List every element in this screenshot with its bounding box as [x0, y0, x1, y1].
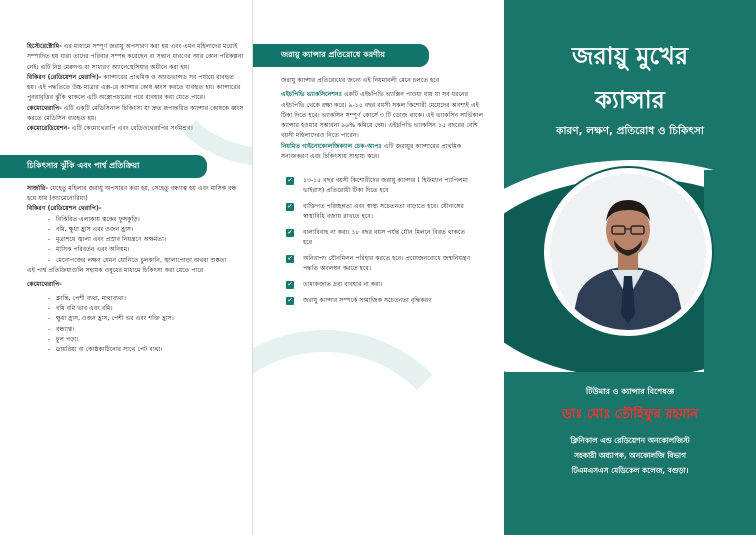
- hysterectomy-text: এর মাধ্যমে সম্পূর্ণ জরায়ু অপসারণ করা হয় এবং এমন মহিলাদের মধ্যেই সম্পাদিত হয় যারা তাদের পরিবার সম্পন্ন করেছেন বা সন্তান ধারণের আর কোন পরিকল্পনা নেই। এটি নিম্ন মেরুদণ্ড বা সাধারণ অ্যানেস্থেসিয়ার অধীনে করা হয়।: [27, 43, 244, 71]
- prevention-heading: জরায়ু ক্যান্সার প্রতিরোধে করণীয়: [253, 44, 429, 67]
- checklist-text: জরায়ু ক্যান্সার সম্পর্কে সামাজিক সচেতনতা বৃদ্ধিকরণ: [303, 297, 432, 305]
- list-item: - মাসিক পরিবর্তন এবং অনিয়ম।: [56, 245, 242, 255]
- surgery-text: যেহেতু মহিলার জরায়ু অপসারণ করা হয়, সেহেতু বন্ধ্যাত্ব হয় এবং মাসিক বন্ধ হয়ে যায় (অ্যামেনোরিয়া): [27, 184, 237, 202]
- checklist-text: ১৩-১৫ বছর বয়সী কিশোরীদের জরায়ু ক্যান্সার ( হিউম্যান প্যাপিলমা ভাইরাস) প্রতিরোধী টিকা দিতে হবে: [303, 177, 468, 195]
- doctor-name: ডাঃ মোঃ তৌহিফুর রহমান: [562, 407, 698, 422]
- hpv-text: একটি এইচপিভি ভ্যাক্সিন পাওয়া যায় যা সব ধরনের এইচপিভি থেকে রক্ষা করে। ৯-১৫ বছর বয়সী সকল কিশোরী মেয়েদের অবশ্যই এই টিকা দিতে হবে। ভ্যাকসিন সম্পূর্ণ কোর্সে ৩ টি ডোজ থাকে। এই ভ্যাকসিন সার্ভিকাল ক্যান্সার হওয়ার সম্ভাবনা ৯৬% কমিয়ে দেয়। এইচপিভি ভ্যাকসিন ১৫ বছরের বেশি বয়সী মহিলাদেরও নিতে পারেন।: [281, 91, 484, 140]
- risk-heading: চিকিৎসার ঝুঁকি এবং পার্শ্ব প্রতিক্রিয়া: [0, 155, 207, 178]
- checklist-item: [287, 176, 474, 196]
- checkup-text: এটি জরায়ুর ক্যান্সারের প্রাথমিক সনাক্তকরণ এবং চিকিৎসায় সাহায্য করে।: [281, 142, 462, 161]
- list-item: - ক্লান্তি, পেশী ব্যথা, মাথাব্যথা।: [56, 294, 244, 304]
- doctor-role: টিউমার ও ক্যান্সার বিশেষজ্ঞ: [585, 387, 675, 396]
- checklist-item: [287, 202, 474, 222]
- hpv-para: [281, 90, 490, 141]
- side-effect-note: এই পার্শ্ব প্রতিক্রিয়াগুলি সহায়ক ওষুধের মাধ্যমে চিকিৎসা করা যেতে পারে: [27, 267, 204, 275]
- cover-title-line1: জরায়ু মুখের: [571, 42, 689, 70]
- chemoradiation-para: [27, 124, 244, 134]
- check-icon: ✔: [287, 297, 293, 305]
- list-item: - ক্ষুধা হ্রাস, ওজন হ্রাস, পেশী ভর এবং শক্তি হ্রাস।: [56, 314, 244, 324]
- list-item: - মেনোপজের লক্ষণ যেমন যোনিতে চুলকানি, জ্বালাপোড়া অথবা শুষ্কতা: [56, 256, 242, 266]
- list-item: - ডায়রিয়া বা কোষ্ঠকাঠিন্যের সাথে পেট ব্যথা।: [56, 345, 244, 355]
- chemotherapy-text: এটি একটি মেডিসিনাল চিকিৎসা যা দ্রুত রূপান্তরিত ক্যান্সার কোষকে ধ্বংস করতে মেডিসিন ব্যবহৃত হয়।: [27, 104, 244, 123]
- chemoradiation-label: কেমোরেডিয়েশন-: [27, 125, 70, 133]
- chemotherapy-para: [27, 104, 244, 125]
- info-block: [504, 372, 756, 535]
- chemo-risk-label: কেমোথেরাপি-: [27, 281, 62, 289]
- decorative-swirl: [252, 330, 477, 535]
- chemo-risk-list: [0, 294, 252, 356]
- prevention-checklist: [253, 176, 504, 306]
- doctor-photo: [550, 174, 706, 330]
- check-icon: ✔: [287, 203, 293, 211]
- doctor-detail-3: টিএমএসএস মেডিকেল কলেজ, বগুড়া।: [571, 466, 689, 475]
- cover-title-line2: ক্যান্সার: [595, 86, 665, 114]
- check-icon: ✔: [287, 281, 293, 289]
- chemotherapy-label: কেমোথেরাপি-: [27, 104, 62, 112]
- hysterectomy-label: হিস্টেরেক্টোমি-: [27, 43, 62, 50]
- checklist-item: [287, 280, 474, 290]
- list-item: - মূত্রাশয়ে জ্বালা এবং প্রস্রাব নিয়ন্ত্রণে অক্ষমতা।: [56, 235, 242, 245]
- check-icon: ✔: [287, 255, 293, 263]
- hysterectomy-para: [27, 42, 244, 73]
- surgery-para: [27, 184, 244, 205]
- checkup-label: নিয়মিত গাইনোকোলজিক্যাল চেক-আপঃ: [281, 142, 382, 150]
- checklist-text: অনিরাপদ যৌনমিলন পরিহার করতে হবে। প্রয়োজনবোধে জন্মনিয়ন্ত্রণ পদ্ধতি অবলম্বন করতে হবে।: [303, 255, 471, 273]
- radiation-text: ক্যান্সারের প্রাথমিক ও অ্যাডভান্সড সব পর্যায়ে ব্যবহৃত হয়। এই পদ্ধতিতে উচ্চ মাত্রার এক্স-রে ক্যান্সার কোষ ধ্বংস করতে ব্যবহৃত হয়। ক্যান্সারের পুনরাবৃত্তির ঝুঁকি থাকলে এটি অস্ত্রোপচারের পরে ব্যবহার করা যেতে পারে।: [27, 73, 241, 102]
- checkup-para: [281, 142, 490, 163]
- list-item: - বিকিরিত এলাকায় ত্বকের ফুসকুড়ি।: [56, 215, 242, 225]
- doctor-detail-1: ক্লিনিকাল এন্ড রেডিয়েশন অনকোলজিস্ট: [570, 436, 690, 445]
- checklist-item: [287, 228, 474, 248]
- doctor-portrait-icon: [550, 174, 706, 330]
- check-icon: ✔: [287, 177, 293, 185]
- checklist-item: [287, 296, 474, 306]
- list-item: - চুল পড়া।: [56, 335, 244, 345]
- radiation-label: বিকিরণ (রেডিয়েশন থেরাপি)-: [27, 73, 102, 81]
- cover-panel: [504, 0, 756, 535]
- hpv-label: এইচপিভি ভ্যাকসিনেশনঃ: [281, 91, 342, 99]
- radiation-risk-list: [0, 215, 252, 266]
- wave-band-right: [704, 170, 756, 390]
- middle-panel: [252, 0, 504, 535]
- chemoradiation-text: এটি কেমোথেরাপি এবং রেডিওথেরাপির সংমিশ্রণ।: [69, 125, 193, 133]
- radiation-para: [27, 73, 244, 104]
- list-item: - বন্ধ্যাত্ব।: [56, 325, 244, 335]
- doctor-detail-2: সহকারী অধ্যাপক, অনকোলজি বিভাগ: [574, 451, 686, 460]
- prevention-intro: জরায়ু ক্যান্সার প্রতিরোধের জন্যে এই নিয়মাবলী মেনে চলতে হবে: [281, 77, 440, 84]
- list-item: - বমি বমি ভাব এবং বমি।: [56, 304, 244, 314]
- list-item: - বমি, ক্ষুধা হ্রাস এবং ওজন হ্রাস।: [56, 225, 242, 235]
- checklist-text: ব্যক্তিগত পরিচ্ছন্নতা এবং স্বাস্থ্য সচেতনতা বাড়াতে হবে। যৌনাঙ্গের স্বাস্থ্যবিধি বজায় রাখতে হবে।: [303, 203, 464, 221]
- left-panel: [0, 0, 252, 535]
- surgery-label: সার্জারি-: [27, 184, 48, 192]
- cover-subtitle: কারণ, লক্ষণ, প্রতিরোধ ও চিকিৎসা: [556, 125, 704, 137]
- check-icon: ✔: [287, 229, 293, 237]
- checklist-text: বাল্যবিবাহ না করা। ১৮ বছর বয়স পর্যন্ত যৌন মিলনে বিরত থাকতে হবে: [303, 229, 466, 247]
- checklist-item: [287, 254, 474, 274]
- checklist-text: তামাকজাত দ্রব্য ব্যবহার না করা।: [303, 281, 383, 289]
- radiation-risk-label: বিকিরণ (রেডিয়েশন থেরাপি)-: [27, 205, 102, 213]
